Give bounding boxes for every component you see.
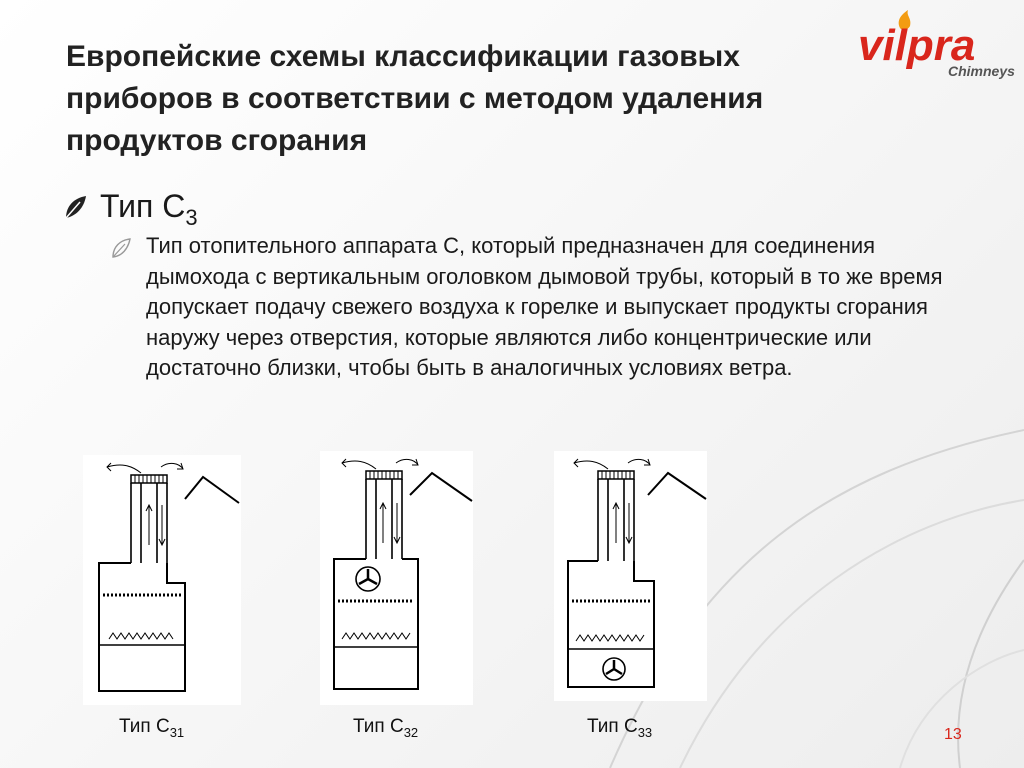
page-number: 13 (944, 726, 962, 743)
bullet-type-c3-text: Тип $С_3$ (100, 188, 198, 230)
leaf-bullet-icon (62, 194, 88, 220)
caption-c31: Тип $С_{31}$ (119, 716, 185, 740)
bullet-type-c3 (62, 188, 198, 236)
bullet-description (110, 231, 960, 384)
bullet-description-text: Тип отопительного аппарата С, который предназначен для соединения дымохода с вертикальным оголовком дымовой трубы, который в то же время допускает подачу свежего воздуха к горелке и выпускает продукты сгорания наружу через отверстия, которые являются либо концентрические или достаточно близки, чтобы быть в аналогичных условиях ветра. (146, 233, 943, 380)
vilpra-logo (852, 6, 1022, 86)
caption-c32: Тип $С_{32}$ (353, 716, 419, 740)
svg-text:vilpra: vilpra (858, 21, 976, 70)
diagram-c31 (83, 455, 241, 705)
diagram-c32 (320, 451, 473, 705)
svg-text:Chimneys: Chimneys (948, 63, 1015, 79)
leaf-outline-bullet-icon (110, 237, 132, 259)
diagram-c33 (554, 451, 707, 701)
slide-title: Европейские схемы классификации газовых приборов в соответствии с методом удаления продуктов сгорания (66, 40, 764, 157)
caption-c33: Тип $С_{33}$ (587, 716, 653, 740)
